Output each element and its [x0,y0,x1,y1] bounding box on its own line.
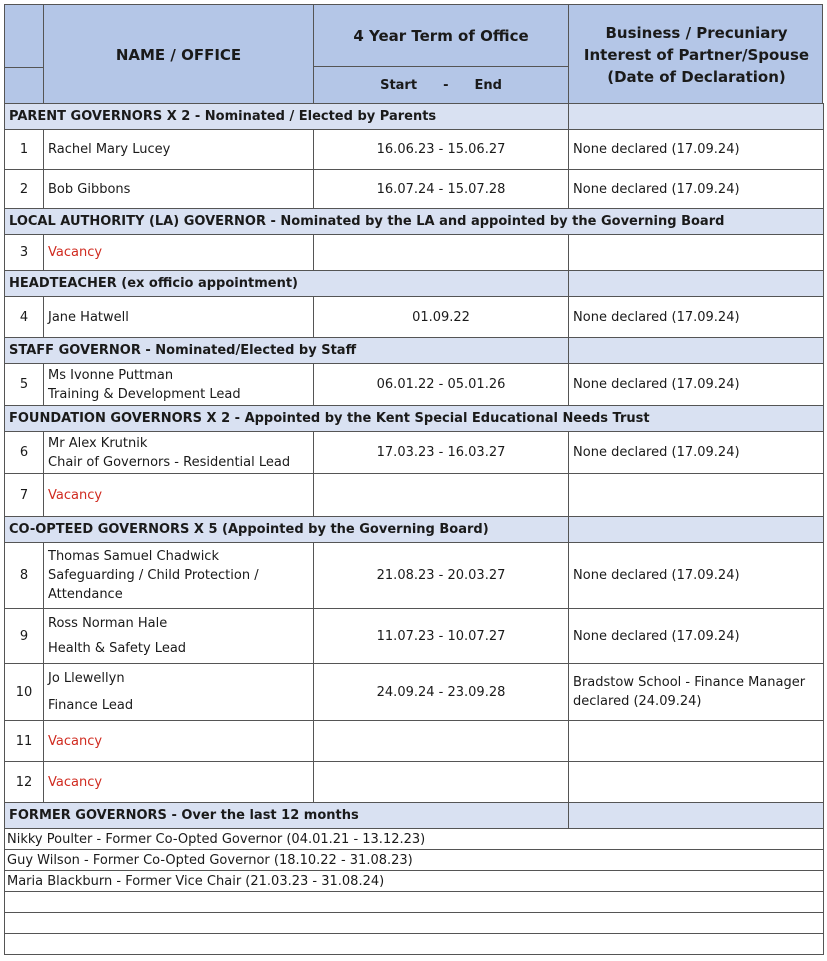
term-dates [314,721,569,762]
section-row [5,803,824,829]
governor-role: Training & Development Lead [48,386,241,402]
term-dates: 16.07.24 - 15.07.28 [314,170,569,209]
term-dates [314,474,569,517]
vacancy-label: Vacancy [44,235,314,271]
header-dash: - [443,78,449,93]
governor-name: Bob Gibbons [44,170,314,209]
table-row [5,432,824,474]
section-title: PARENT GOVERNORS X 2 - Nominated / Elected by Parents [5,104,569,130]
interest-declaration: None declared (17.09.24) [569,130,824,170]
interest-declaration: Bradstow School - Finance Manager declared (24.09.24) [569,664,824,721]
empty-cell [5,892,824,913]
interest-declaration: None declared (17.09.24) [569,432,824,474]
interest-declaration: None declared (17.09.24) [569,543,824,609]
governor-cell [44,664,314,721]
table-row [5,762,824,803]
governor-name: Mr Alex Krutnik [48,435,148,451]
section-empty-cell [569,517,824,543]
empty-cell [5,934,824,955]
governor-cell [44,543,314,609]
empty-row [5,934,824,955]
interest-declaration [569,235,824,271]
former-governor-entry: Maria Blackburn - Former Vice Chair (21.03.23 - 31.08.24) [5,871,824,892]
governor-name: Ms Ivonne Puttman [48,367,174,383]
governor-name: Rachel Mary Lucey [44,130,314,170]
term-dates: 06.01.22 - 05.01.26 [314,364,569,406]
row-number: 12 [5,762,44,803]
former-governor-row [5,850,824,871]
row-number: 4 [5,297,44,338]
header-end: End [474,78,502,93]
section-title: FOUNDATION GOVERNORS X 2 - Appointed by the Kent Special Educational Needs Trust [5,406,824,432]
table-row [5,130,824,170]
section-empty-cell [569,271,824,297]
row-number: 7 [5,474,44,517]
interest-declaration [569,721,824,762]
row-number: 2 [5,170,44,209]
section-row [5,209,824,235]
section-empty-cell [569,104,824,130]
governor-cell [44,364,314,406]
former-governor-entry: Nikky Poulter - Former Co-Opted Governor (04.01.21 - 13.12.23) [5,829,824,850]
section-title: STAFF GOVERNOR - Nominated/Elected by Staff [5,338,569,364]
section-row [5,517,824,543]
interest-declaration: None declared (17.09.24) [569,297,824,338]
row-number: 9 [5,609,44,664]
former-governor-entry: Guy Wilson - Former Co-Opted Governor (18.10.22 - 31.08.23) [5,850,824,871]
row-number: 6 [5,432,44,474]
vacancy-label: Vacancy [44,474,314,517]
table-row [5,364,824,406]
term-dates: 17.03.23 - 16.03.27 [314,432,569,474]
governor-name: Thomas Samuel Chadwick [48,549,219,564]
former-governor-row [5,829,824,850]
term-dates: 01.09.22 [314,297,569,338]
governors-register [4,4,823,955]
section-row [5,104,824,130]
table-row [5,609,824,664]
table-row [5,297,824,338]
table-row [5,543,824,609]
empty-row [5,892,824,913]
row-number: 11 [5,721,44,762]
table-row [5,721,824,762]
row-number: 10 [5,664,44,721]
governor-cell [44,609,314,664]
governor-role: Finance Lead [48,698,134,713]
interest-declaration: None declared (17.09.24) [569,364,824,406]
section-row [5,338,824,364]
table-row [5,474,824,517]
governor-role: Safeguarding / Child Protection / Attendance [48,568,259,602]
header-start: Start [380,78,418,93]
table-row [5,664,824,721]
governor-name: Jane Hatwell [44,297,314,338]
empty-cell [5,913,824,934]
row-number: 5 [5,364,44,406]
interest-declaration [569,474,824,517]
table-row [5,170,824,209]
section-title: HEADTEACHER (ex officio appointment) [5,271,569,297]
header-name-office: NAME / OFFICE [44,5,314,104]
term-dates: 24.09.24 - 23.09.28 [314,664,569,721]
governor-role: Health & Safety Lead [48,641,187,656]
header-term [314,5,569,104]
section-title: CO-OPTEED GOVERNORS X 5 (Appointed by the Governing Board) [5,517,569,543]
term-dates: 21.08.23 - 20.03.27 [314,543,569,609]
vacancy-label: Vacancy [44,762,314,803]
section-title: LOCAL AUTHORITY (LA) GOVERNOR - Nominated by the LA and appointed by the Governing Board [5,209,824,235]
header-number-cell [5,5,44,104]
former-governor-row [5,871,824,892]
term-dates: 11.07.23 - 10.07.27 [314,609,569,664]
section-row [5,406,824,432]
header-divider [5,67,44,68]
section-row [5,271,824,297]
interest-declaration: None declared (17.09.24) [569,609,824,664]
section-empty-cell [569,803,824,829]
table-header [4,4,823,103]
term-dates [314,235,569,271]
interest-declaration [569,762,824,803]
row-number: 1 [5,130,44,170]
governor-cell [44,432,314,474]
header-start-end [314,67,568,104]
table-row [5,235,824,271]
section-empty-cell [569,338,824,364]
term-dates [314,762,569,803]
term-dates: 16.06.23 - 15.06.27 [314,130,569,170]
governor-name: Jo Llewellyn [48,671,125,686]
header-term-title: 4 Year Term of Office [314,5,568,67]
governor-role: Chair of Governors - Residential Lead [48,454,291,470]
section-title: FORMER GOVERNORS - Over the last 12 months [5,803,569,829]
row-number: 8 [5,543,44,609]
vacancy-label: Vacancy [44,721,314,762]
governors-table [4,103,824,955]
interest-declaration: None declared (17.09.24) [569,170,824,209]
row-number: 3 [5,235,44,271]
empty-row [5,913,824,934]
governor-name: Ross Norman Hale [48,616,168,631]
header-interest: Business / Precuniary Interest of Partner/Spouse (Date of Declaration) [583,23,810,86]
